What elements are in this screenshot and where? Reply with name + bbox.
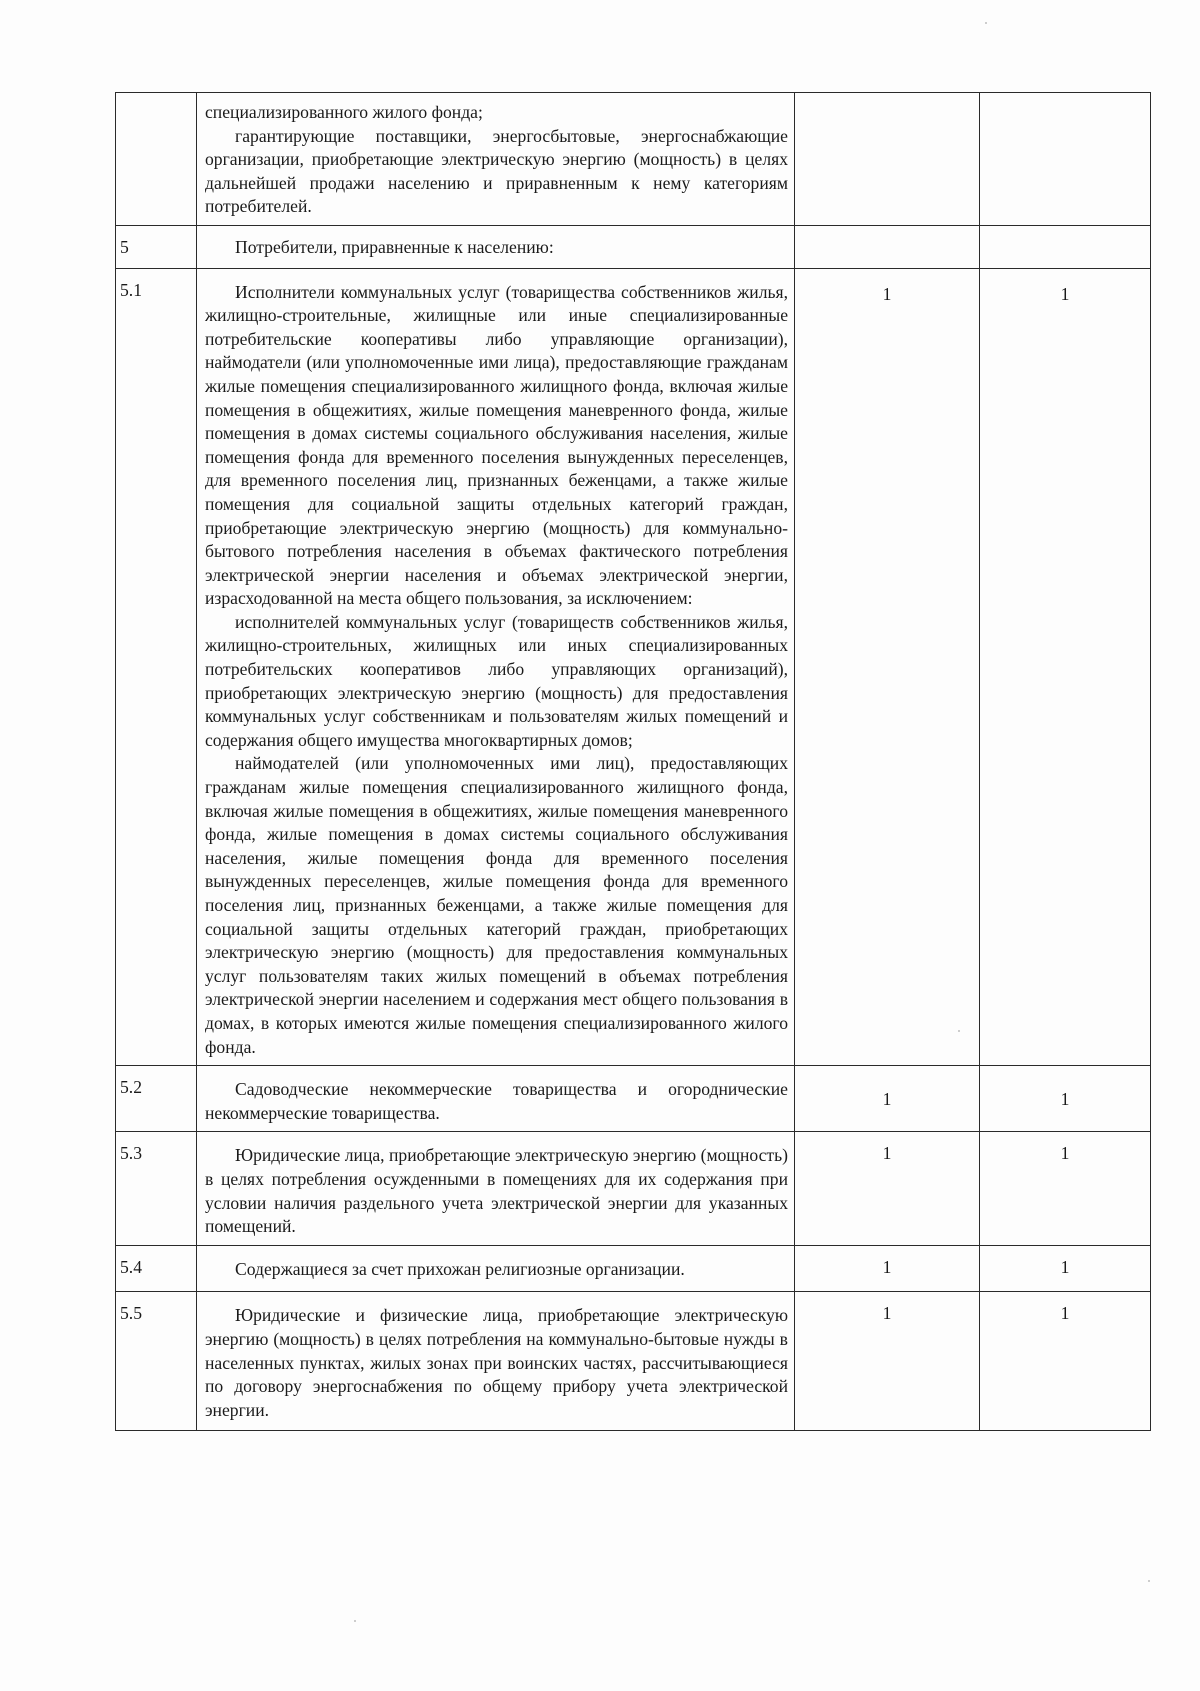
table-row bbox=[116, 1132, 1151, 1245]
row-description bbox=[197, 1132, 795, 1245]
scan-speck bbox=[354, 1620, 356, 1622]
value-column-1: 1 bbox=[795, 1292, 980, 1431]
value-column-2 bbox=[980, 225, 1151, 268]
value-column-2: 1 bbox=[980, 1132, 1151, 1245]
row-description bbox=[197, 93, 795, 226]
value-column-2: 1 bbox=[980, 1292, 1151, 1431]
value-column-1: 1 bbox=[795, 1245, 980, 1292]
row-number: 5.4 bbox=[116, 1245, 197, 1292]
paragraph: наймодателей (или уполномоченных ими лиц), предоставляющих гражданам жилые помещения специализированного жилищного фонда, включая жилые помещения в общежитиях, жилые помещения маневренного фонда, жилые помещения в домах системы социального обслуживания населения, жилые помещения фонда для временного поселения вынужденных переселенцев, жилые помещения фонда для временного поселения лиц, признанных беженцами, а также жилые помещения для социальной защиты отдельных категорий граждан, приобретающих электрическую энергию (мощность) для предоставления коммунальных услуг пользователям таких жилых помещений в объемах потребления электрической энергии населением и содержания мест общего пользования в домах, в которых имеются жилые помещения специализированного жилого фонда. bbox=[205, 753, 788, 1057]
row-number: 5.3 bbox=[116, 1132, 197, 1245]
scan-speck bbox=[958, 1030, 960, 1032]
consumer-categories-table bbox=[115, 92, 1151, 1431]
value-column-2: 1 bbox=[980, 1066, 1151, 1132]
row-description bbox=[197, 225, 795, 268]
row-description bbox=[197, 1292, 795, 1431]
table-row bbox=[116, 225, 1151, 268]
row-number: 5.2 bbox=[116, 1066, 197, 1132]
table-row bbox=[116, 93, 1151, 226]
row-number: 5 bbox=[116, 225, 197, 268]
row-description bbox=[197, 1066, 795, 1132]
table-row bbox=[116, 1292, 1151, 1431]
row-number: 5.5 bbox=[116, 1292, 197, 1431]
scan-speck bbox=[985, 22, 987, 24]
value-column-2 bbox=[980, 93, 1151, 226]
paragraph: гарантирующие поставщики, энергосбытовые, энергоснабжающие организации, приобретающие электрическую энергию (мощность) в целях дальнейшей продажи населению и приравненным к нему категориям потребителей. bbox=[205, 125, 788, 217]
value-column-1: 1 bbox=[795, 1066, 980, 1132]
value-column-1 bbox=[795, 225, 980, 268]
scan-speck bbox=[1148, 1580, 1150, 1582]
table-row bbox=[116, 1245, 1151, 1292]
row-description bbox=[197, 1245, 795, 1292]
paragraph: исполнителей коммунальных услуг (товариществ собственников жилья, жилищно-строительных, жилищных или иных специализированных потребительских кооперативов либо управляющих организаций), приобретающих электрическую энергию (мощность) для предоставления коммунальных услуг собственникам и пользователям жилых помещений и содержания общего имущества многоквартирных домов; bbox=[205, 611, 788, 750]
value-column-1: 1 bbox=[795, 268, 980, 1066]
value-column-2: 1 bbox=[980, 1245, 1151, 1292]
paragraph: Юридические лица, приобретающие электрическую энергию (мощность) в целях потребления осужденными в помещениях для их содержания при условии наличия раздельного учета электрической энергии для указанных помещений. bbox=[205, 1145, 788, 1237]
row-description bbox=[197, 268, 795, 1066]
paragraph: специализированного жилого фонда; bbox=[205, 102, 483, 122]
paragraph: Садоводческие некоммерческие товарищества и огороднические некоммерческие товарищества. bbox=[205, 1079, 788, 1123]
paragraph: Содержащиеся за счет прихожан религиозные организации. bbox=[235, 1258, 685, 1279]
value-column-2: 1 bbox=[980, 268, 1151, 1066]
paragraph: Исполнители коммунальных услуг (товарищества собственников жилья, жилищно-строительные, жилищные или иные специализированные потребительские кооперативы либо управляющие организации), наймодатели (или уполномоченные ими лица), предоставляющие гражданам жилые помещения специализированного жилищного фонда, включая жилые помещения в общежитиях, жилые помещения маневренного фонда, жилые помещения в домах системы социального обслуживания населения, жилые помещения фонда для временного поселения вынужденных переселенцев, для временного поселения лиц, признанных беженцами, а также жилые помещения для социальной защиты отдельных категорий граждан, приобретающие электрическую энергию (мощность) для коммунально-бытового потребления населения в объемах фактического потребления электрической энергии населения и объемах электрической энергии, израсходованной на места общего пользования, за исключением: bbox=[205, 281, 788, 609]
row-number: 5.1 bbox=[116, 268, 197, 1066]
value-column-1 bbox=[795, 93, 980, 226]
table-row bbox=[116, 268, 1151, 1066]
table-row bbox=[116, 1066, 1151, 1132]
row-number bbox=[116, 93, 197, 226]
value-column-1: 1 bbox=[795, 1132, 980, 1245]
paragraph: Юридические и физические лица, приобретающие электрическую энергию (мощность) в целях потребления на коммунально-бытовые нужды в населенных пунктах, жилых зонах при воинских частях, рассчитывающиеся по договору энергоснабжения по общему прибору учета электрической энергии. bbox=[205, 1305, 788, 1420]
paragraph: Потребители, приравненные к населению: bbox=[235, 236, 554, 257]
